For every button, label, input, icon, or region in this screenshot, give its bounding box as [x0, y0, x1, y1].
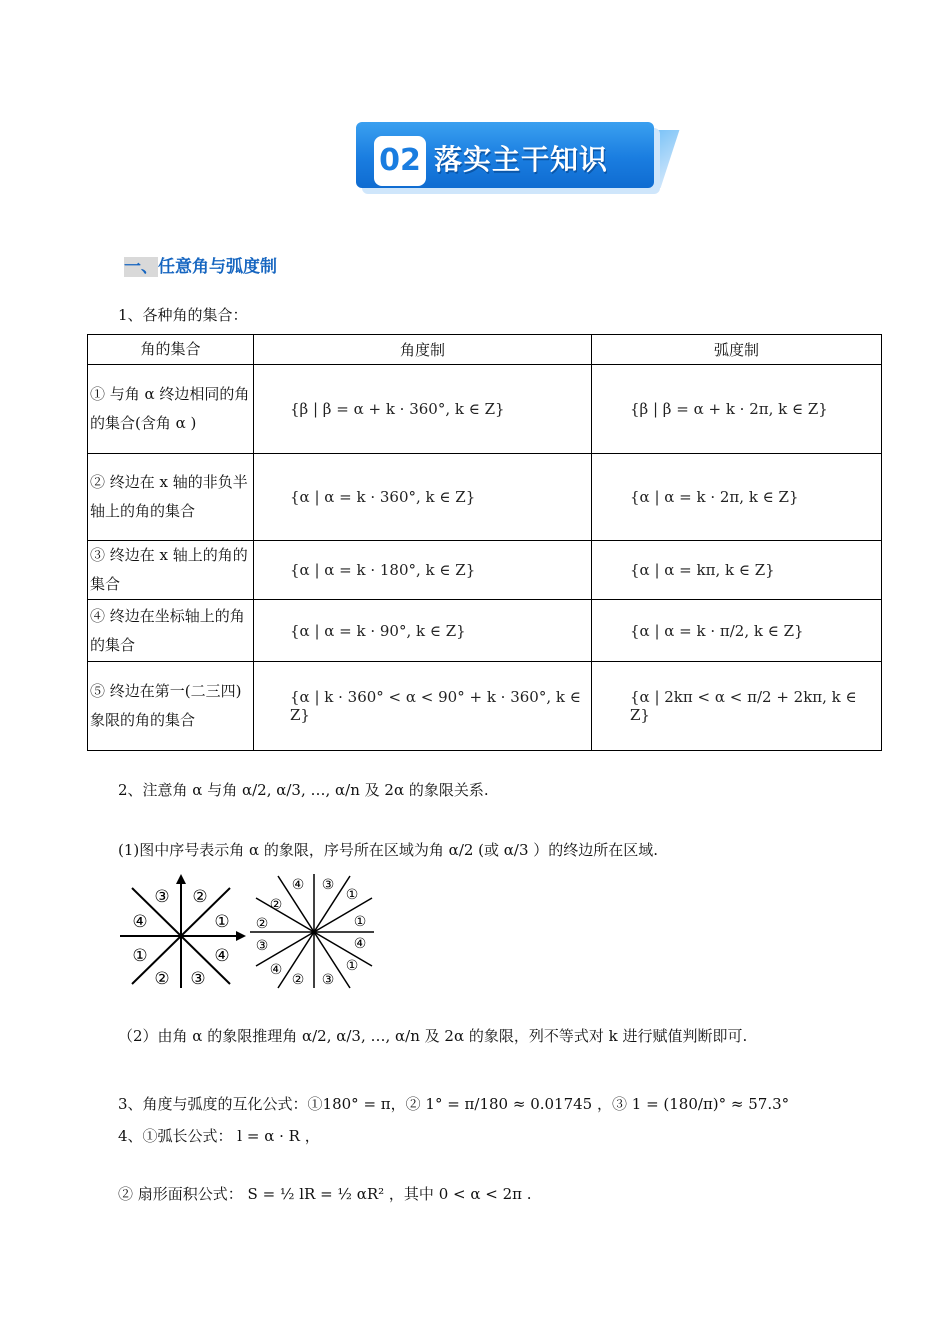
- region-label: ②: [269, 897, 283, 913]
- region-label: ①: [214, 912, 230, 932]
- table-cell-degree: {α | k · 360° < α < 90° + k · 360°, k ∈ Z}: [254, 662, 592, 751]
- y-axis-arrow: [176, 874, 186, 884]
- region-label: ③: [190, 969, 206, 989]
- table-row: [88, 365, 882, 454]
- table-cell-radian: {α | α = k · 2π, k ∈ Z}: [592, 454, 882, 541]
- region-label: ④: [132, 912, 148, 932]
- table-cell-radian: {α | 2kπ < α < π/2 + 2kπ, k ∈ Z}: [592, 662, 882, 751]
- table-cell-name: ④ 终边在坐标轴上的角的集合: [88, 600, 254, 662]
- region-label: ②: [255, 916, 269, 932]
- region-label: ③: [321, 877, 335, 893]
- table-row: [88, 541, 882, 600]
- table-cell-name: ⑤ 终边在第一(二三四)象限的角的集合: [88, 662, 254, 751]
- table-cell-degree: {α | α = k · 90°, k ∈ Z}: [254, 600, 592, 662]
- table-cell-name: ② 终边在 x 轴的非负半轴上的角的集合: [88, 454, 254, 541]
- region-label: ③: [154, 887, 170, 907]
- region-label: ④: [291, 877, 305, 893]
- x-axis-arrow: [236, 931, 246, 941]
- table-cell-radian: {α | α = k · π/2, k ∈ Z}: [592, 600, 882, 662]
- table-cell-degree: {α | α = k · 180°, k ∈ Z}: [254, 541, 592, 600]
- banner-number: 02: [374, 136, 426, 186]
- item2-sub1: (1)图中序号表示角 α 的象限，序号所在区域为角 α/2 (或 α/3 ）的终边所在区域.: [118, 841, 659, 859]
- item2-line: 2、注意角 α 与角 α/2, α/3, …, α/n 及 2α 的象限关系.: [118, 781, 489, 799]
- region-label: ④: [269, 962, 283, 978]
- angle-set-table: [87, 334, 882, 751]
- table-cell-radian: {β | β = α + k · 2π, k ∈ Z}: [592, 365, 882, 454]
- region-label: ①: [345, 958, 359, 974]
- table-cell-degree: {α | α = k · 360°, k ∈ Z}: [254, 454, 592, 541]
- region-label: ②: [154, 969, 170, 989]
- region-label: ①: [345, 887, 359, 903]
- region-label: ①: [353, 914, 367, 930]
- section-title: 任意角与弧度制: [158, 257, 277, 277]
- region-label: ③: [255, 938, 269, 954]
- quadrant-diagram-thirds: [248, 872, 380, 990]
- table-header-row: [88, 335, 882, 365]
- region-label: ③: [321, 972, 335, 988]
- region-label: ④: [214, 946, 230, 966]
- table-header: 角的集合: [88, 335, 254, 365]
- item4-arc-length: 4、①弧长公式： l = α · R ，: [118, 1127, 320, 1145]
- table-cell-radian: {α | α = kπ, k ∈ Z}: [592, 541, 882, 600]
- table-cell-name: ① 与角 α 终边相同的角的集合(含角 α ): [88, 365, 254, 454]
- table-row: [88, 454, 882, 541]
- region-label: ①: [132, 946, 148, 966]
- item1-label: 1、各种角的集合：: [118, 306, 248, 324]
- section-prefix: 一、: [124, 257, 158, 277]
- region-label: ②: [192, 887, 208, 907]
- banner-title: 落实主干知识: [434, 143, 609, 176]
- table-header: 弧度制: [592, 335, 882, 365]
- table-cell-name: ③ 终边在 x 轴上的角的集合: [88, 541, 254, 600]
- banner-box: [356, 122, 654, 188]
- section-banner: [350, 112, 680, 202]
- table-row: [88, 662, 882, 751]
- quadrant-diagram-halves: [118, 872, 248, 990]
- item3-conversion-formulas: 3、角度与弧度的互化公式：①180° = π，② 1° = π/180 ≈ 0.01745 ，③ 1 = (180/π)° ≈ 57.3°: [118, 1095, 790, 1113]
- region-label: ②: [291, 972, 305, 988]
- section-heading: [124, 252, 277, 277]
- region-label: ④: [353, 936, 367, 952]
- table-row: [88, 600, 882, 662]
- table-header: 角度制: [254, 335, 592, 365]
- item2-sub2: （2）由角 α 的象限推理角 α/2, α/3, …, α/n 及 2α 的象限，列不等式对 k 进行赋值判断即可.: [118, 1027, 748, 1045]
- table-cell-degree: {β | β = α + k · 360°, k ∈ Z}: [254, 365, 592, 454]
- item4-sector-area: ② 扇形面积公式： S = ½ lR = ½ αR² ，其中 0 < α < 2π .: [118, 1185, 532, 1203]
